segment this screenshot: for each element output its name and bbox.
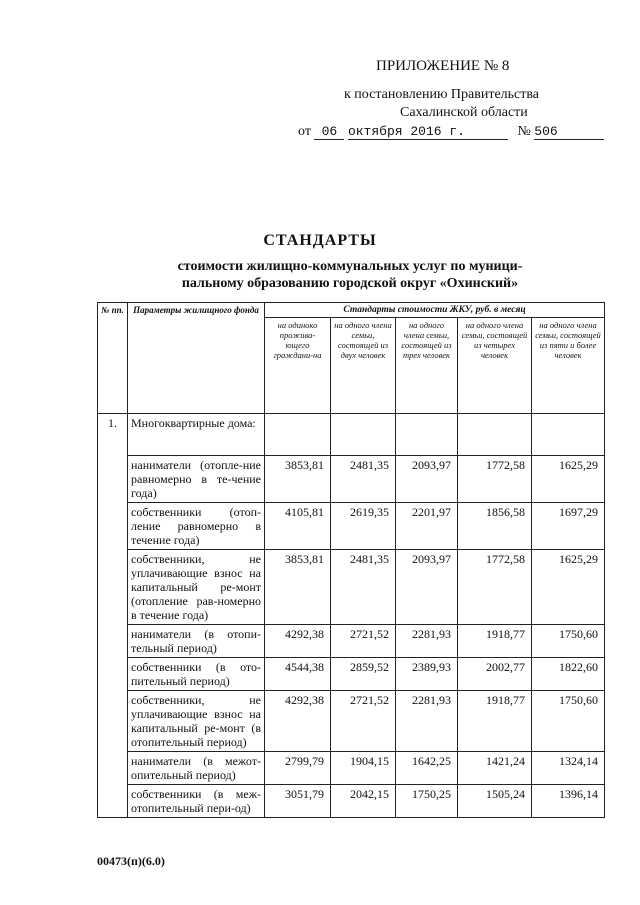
row-value: 3051,79 (265, 785, 331, 818)
row-parameter-label: наниматели (в отопи-тельный период) (128, 625, 265, 658)
row-value: 3853,81 (265, 456, 331, 503)
row-value: 2481,35 (331, 456, 396, 503)
standards-table (97, 302, 605, 818)
table-row (98, 456, 605, 503)
table-row (98, 625, 605, 658)
table-row (98, 785, 605, 818)
row-value: 2201,97 (396, 503, 458, 550)
decree-reference-line1: к постановлению Правительства (344, 87, 540, 102)
row-value: 1918,77 (458, 691, 532, 752)
row-value: 2481,35 (331, 550, 396, 625)
row-parameter-label: собственники (в ото-пительный период) (128, 658, 265, 691)
row-value: 1822,60 (532, 658, 605, 691)
row-value: 1625,29 (532, 456, 605, 503)
document-title: СТАНДАРТЫ (263, 232, 377, 249)
decree-reference-line2: Сахалинской области (400, 105, 528, 120)
decree-day: 06 (314, 125, 344, 140)
row-value: 2002,77 (458, 658, 532, 691)
subheader-three: на одного члена семьи, состоящей из трех человек (396, 318, 458, 414)
row-value: 1750,60 (532, 691, 605, 752)
table-row (98, 658, 605, 691)
row-value: 1625,29 (532, 550, 605, 625)
number-prefix: № (517, 124, 531, 139)
row-value: 2799,79 (265, 752, 331, 785)
row-value: 2619,35 (331, 503, 396, 550)
decree-month-year: октября 2016 г. (348, 125, 508, 140)
table-row (98, 691, 605, 752)
row-value: 1918,77 (458, 625, 532, 658)
row-value: 2721,52 (331, 691, 396, 752)
row-value: 1421,24 (458, 752, 532, 785)
row-value: 1904,15 (331, 752, 396, 785)
row-value: 4105,81 (265, 503, 331, 550)
row-value: 2721,52 (331, 625, 396, 658)
row-parameter-label: собственники (отоп-ление равномерно в течение года) (128, 503, 265, 550)
decree-date-row (298, 123, 604, 140)
row-value: 3853,81 (265, 550, 331, 625)
date-prefix: от (298, 124, 311, 139)
column-header-number: № пп. (98, 303, 128, 414)
row-value: 1750,25 (396, 785, 458, 818)
section-label: Многоквартирные дома: (128, 414, 265, 456)
row-value: 1697,29 (532, 503, 605, 550)
footer-code: 00473(п)(6.0) (97, 854, 165, 868)
row-value: 2389,93 (396, 658, 458, 691)
row-value: 2093,97 (396, 550, 458, 625)
row-value: 4292,38 (265, 625, 331, 658)
row-value: 2042,15 (331, 785, 396, 818)
table-row (98, 550, 605, 625)
row-value: 2281,93 (396, 691, 458, 752)
section-row (98, 414, 605, 456)
row-value: 1396,14 (532, 785, 605, 818)
row-parameter-label: собственники, не уплачивающие взнос на капитальный ре-монт (отопление рав-номерно в течение года) (128, 550, 265, 625)
column-header-params: Параметры жилищного фонда (128, 303, 265, 414)
section-number: 1. (98, 414, 128, 818)
table-row (98, 752, 605, 785)
subheader-two: на одного члена семьи, состоящей из двух человек (331, 318, 396, 414)
row-parameter-label: наниматели (отопле-ние равномерно в те-чение года) (128, 456, 265, 503)
row-value: 4292,38 (265, 691, 331, 752)
row-value: 1856,58 (458, 503, 532, 550)
row-value: 1772,58 (458, 456, 532, 503)
decree-number: 506 (534, 125, 604, 140)
subheader-single: на одиноко прожива-ющего граждани-на (265, 318, 331, 414)
row-value: 2281,93 (396, 625, 458, 658)
row-parameter-label: собственники (в меж-отопительный пери-од) (128, 785, 265, 818)
row-value: 1505,24 (458, 785, 532, 818)
row-value: 4544,38 (265, 658, 331, 691)
subheader-four: на одного члена семьи, состоящей из четырех человек (458, 318, 532, 414)
table-header-row (98, 303, 605, 318)
row-value: 2093,97 (396, 456, 458, 503)
row-value: 1642,25 (396, 752, 458, 785)
row-value: 1772,58 (458, 550, 532, 625)
row-parameter-label: наниматели (в межот-опительный период) (128, 752, 265, 785)
document-subtitle: стоимости жилищно-коммунальных услуг по муници-пальному образованию городской округ «Охинский» (177, 259, 523, 291)
row-value: 1750,60 (532, 625, 605, 658)
column-group-header: Стандарты стоимости ЖКУ, руб. в месяц (265, 303, 605, 318)
appendix-title: ПРИЛОЖЕНИЕ № 8 (376, 58, 510, 74)
row-value: 2859,52 (331, 658, 396, 691)
table-row (98, 503, 605, 550)
subheader-five-plus: на одного члена семьи, состоящей из пяти и более человек (532, 318, 605, 414)
row-value: 1324,14 (532, 752, 605, 785)
row-parameter-label: собственники, не уплачивающие взнос на капитальный ре-монт (в отопительный период) (128, 691, 265, 752)
